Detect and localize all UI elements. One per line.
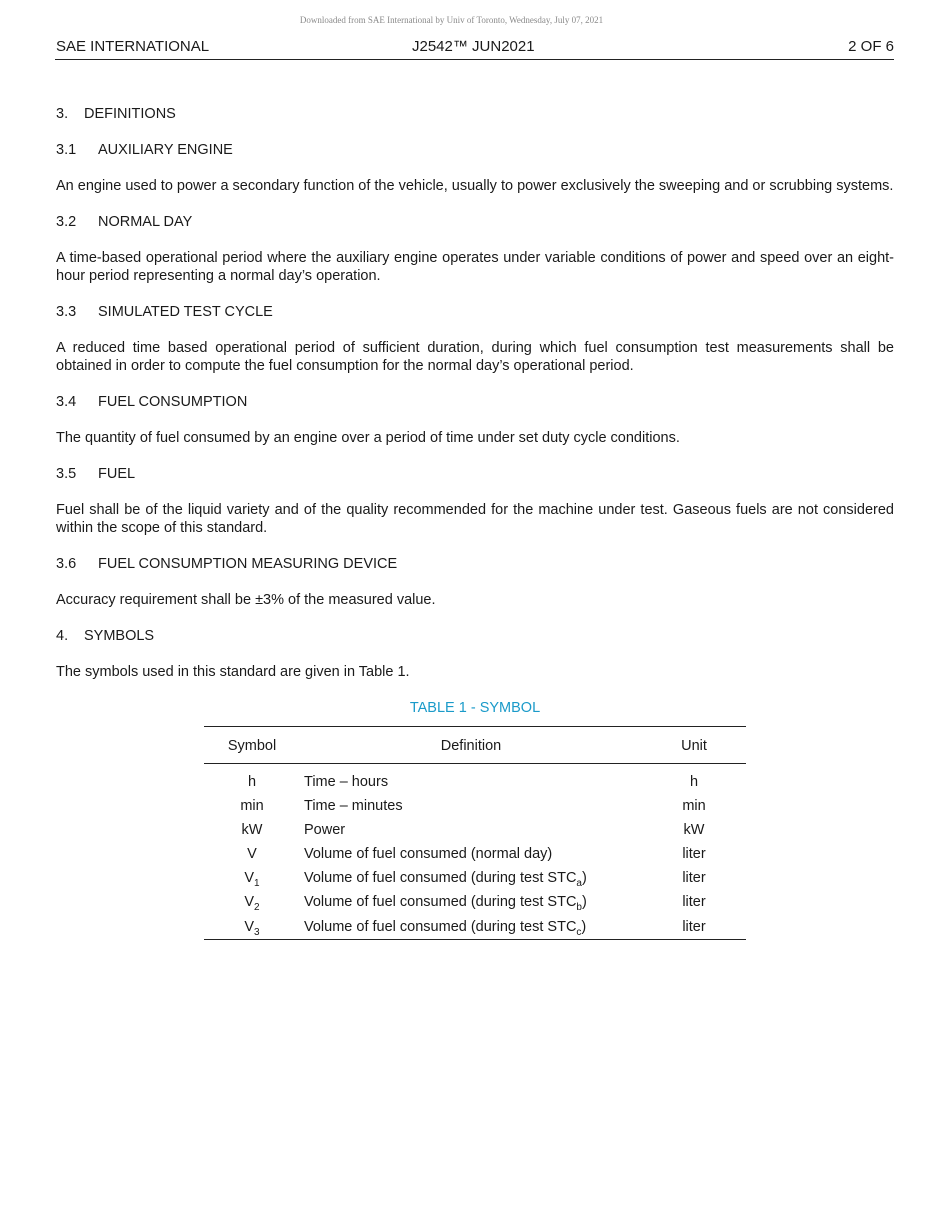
table-row bbox=[204, 914, 746, 940]
definition-cell: Time – hours bbox=[304, 774, 389, 790]
definition-cell: Time – minutes bbox=[304, 798, 403, 814]
section-number: 3.3 bbox=[56, 304, 77, 320]
table-row bbox=[204, 764, 746, 795]
table-row bbox=[204, 818, 746, 842]
section-4-text: The symbols used in this standard are given in Table 1. bbox=[56, 664, 410, 680]
section-3-6-text: Accuracy requirement shall be ±3% of the measured value. bbox=[56, 592, 436, 608]
symbol-cell bbox=[204, 866, 300, 890]
section-title: SYMBOLS bbox=[84, 628, 155, 644]
column-header-definition: Definition bbox=[300, 727, 642, 764]
section-3-5-text: Fuel shall be of the liquid variety and of the quality recommended for the machine under test. Gaseous fuels are not considered within the scope of this standard. bbox=[56, 502, 894, 536]
symbol-base: V bbox=[244, 894, 255, 910]
section-number: 3.6 bbox=[56, 556, 77, 572]
column-header-unit: Unit bbox=[642, 727, 746, 764]
symbol-base: V bbox=[244, 870, 255, 886]
section-title: FUEL bbox=[98, 466, 136, 482]
definition-subscript: b bbox=[576, 901, 582, 913]
symbol-subscript: 2 bbox=[254, 901, 260, 913]
unit-cell: h bbox=[689, 774, 699, 790]
page-header bbox=[56, 38, 894, 60]
table-row bbox=[204, 794, 746, 818]
symbol-subscript: 1 bbox=[254, 877, 260, 889]
table-title: TABLE 1 - SYMBOL bbox=[409, 700, 541, 716]
section-number: 3.1 bbox=[56, 142, 77, 158]
header-org: SAE INTERNATIONAL bbox=[56, 38, 210, 55]
table-row bbox=[204, 842, 746, 866]
definition-end: ) bbox=[581, 918, 587, 935]
definition-cell bbox=[300, 866, 642, 890]
definition-cell: Volume of fuel consumed (normal day) bbox=[304, 846, 553, 862]
download-watermark: Downloaded from SAE International by Univ of Toronto, Wednesday, July 07, 2021 bbox=[299, 15, 604, 25]
symbol-base: V bbox=[244, 918, 255, 935]
section-number: 4. bbox=[56, 628, 69, 644]
section-number: 3.2 bbox=[56, 214, 77, 230]
symbol-subscript: 3 bbox=[254, 926, 260, 938]
section-title: SIMULATED TEST CYCLE bbox=[98, 304, 273, 320]
header-divider bbox=[55, 59, 894, 60]
section-3-6-heading bbox=[56, 555, 894, 573]
section-3-3-heading bbox=[56, 303, 894, 321]
table-row bbox=[204, 866, 746, 890]
symbol-cell bbox=[204, 890, 300, 914]
unit-cell: liter bbox=[682, 870, 706, 886]
section-3-5-heading bbox=[56, 465, 894, 483]
document-body bbox=[56, 105, 894, 940]
unit-cell: liter bbox=[642, 914, 746, 940]
definition-text: Volume of fuel consumed (during test STC bbox=[304, 894, 577, 910]
section-3-3-text: A reduced time based operational period of sufficient duration, during which fuel consumption test measurements shall be obtained in order to compute the fuel consumption for the normal day’s operational period. bbox=[56, 340, 894, 374]
column-header-symbol: Symbol bbox=[204, 727, 300, 764]
symbol-cell: kW bbox=[241, 822, 263, 838]
definition-subscript: a bbox=[576, 877, 582, 889]
section-4-heading bbox=[56, 627, 894, 645]
definition-end: ) bbox=[581, 894, 587, 910]
section-3-2-heading bbox=[56, 213, 894, 231]
symbol-cell: h bbox=[247, 774, 257, 790]
section-3-heading bbox=[56, 105, 894, 123]
definition-cell: Power bbox=[304, 822, 346, 838]
definition-end: ) bbox=[581, 870, 587, 886]
table-header-row bbox=[204, 727, 746, 764]
section-title: FUEL CONSUMPTION MEASURING DEVICE bbox=[98, 556, 398, 572]
symbol-cell: min bbox=[240, 798, 264, 814]
section-title: NORMAL DAY bbox=[98, 214, 193, 230]
definition-text: Volume of fuel consumed (during test STC bbox=[304, 870, 577, 886]
symbol-table bbox=[204, 726, 746, 940]
section-number: 3.5 bbox=[56, 466, 77, 482]
definition-subscript: c bbox=[576, 926, 582, 938]
unit-cell: liter bbox=[682, 894, 706, 910]
section-title: AUXILIARY ENGINE bbox=[98, 142, 233, 158]
table-row bbox=[204, 890, 746, 914]
symbol-cell bbox=[204, 914, 300, 940]
section-3-4-heading bbox=[56, 393, 894, 411]
definition-cell bbox=[300, 914, 642, 940]
section-3-1-heading bbox=[56, 141, 894, 159]
section-3-4-text: The quantity of fuel consumed by an engine over a period of time under set duty cycle conditions. bbox=[56, 430, 680, 446]
section-number: 3. bbox=[56, 106, 69, 122]
unit-cell: min bbox=[682, 798, 706, 814]
section-title: DEFINITIONS bbox=[84, 106, 176, 122]
definition-text: Volume of fuel consumed (during test STC bbox=[304, 918, 577, 935]
unit-cell: kW bbox=[683, 822, 705, 838]
section-number: 3.4 bbox=[56, 394, 77, 410]
symbol-cell: V bbox=[247, 846, 257, 862]
definition-cell bbox=[300, 890, 642, 914]
section-title: FUEL CONSUMPTION bbox=[98, 394, 248, 410]
unit-cell: liter bbox=[682, 846, 706, 862]
header-page-number: 2 OF 6 bbox=[848, 38, 894, 55]
section-3-1-text: An engine used to power a secondary function of the vehicle, usually to power exclusively the sweeping and or scrubbing systems. bbox=[56, 178, 894, 194]
header-doc-id: J2542™ JUN2021 bbox=[412, 38, 535, 55]
section-3-2-text: A time-based operational period where the auxiliary engine operates under variable conditions of power and speed over an eight-hour period representing a normal day’s operation. bbox=[56, 250, 894, 284]
